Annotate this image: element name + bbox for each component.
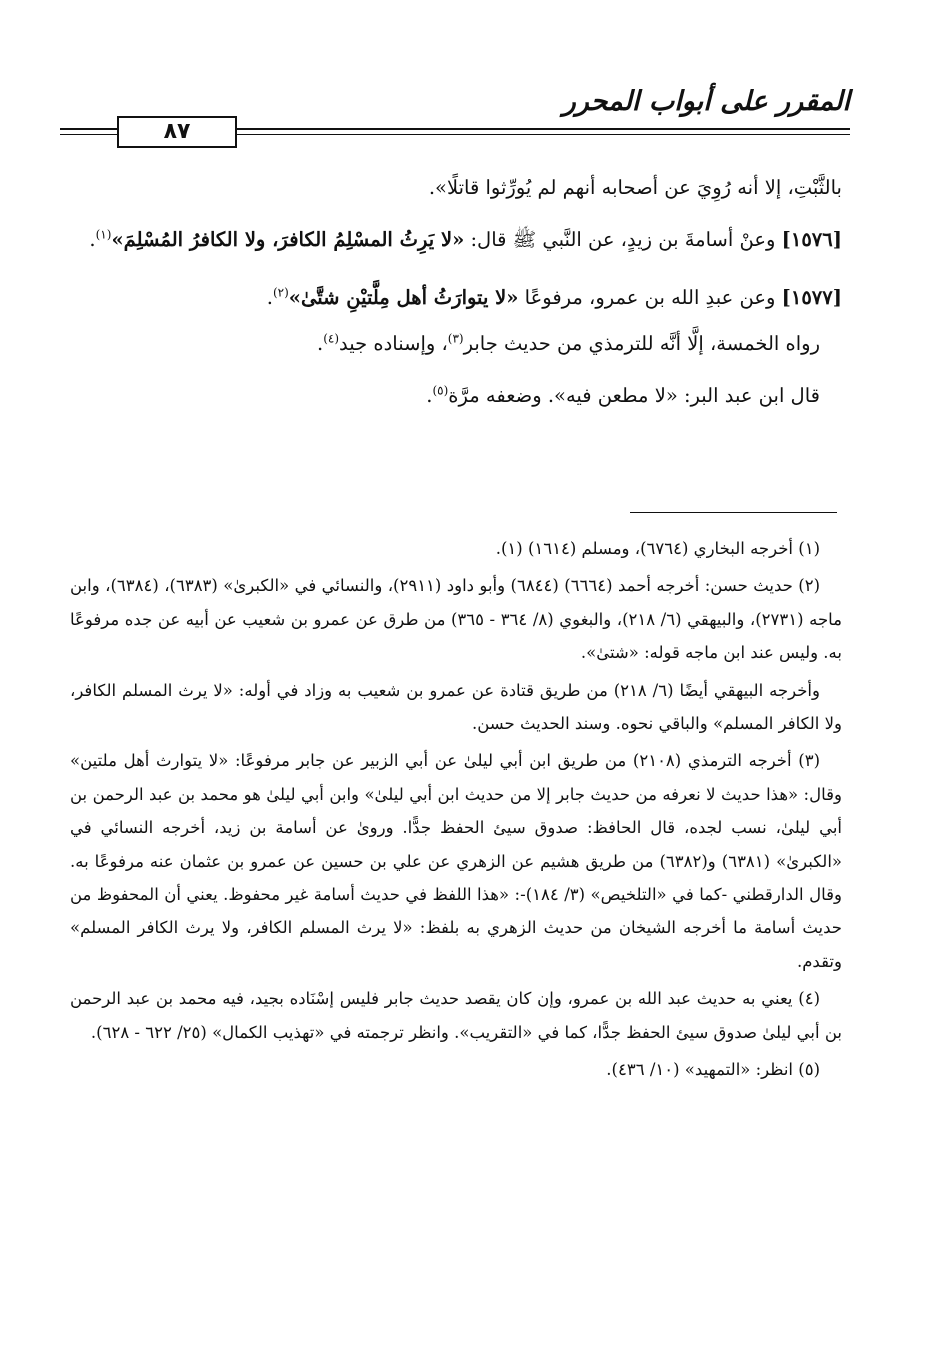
ibn-abd-albarr-paragraph: قال ابن عبد البر: «لا مطعن فيه». وضعفه مرَّة$^{(٥)}$. [426, 383, 820, 407]
continuation-paragraph: بالثَّبْتِ، إلا أنه رُوِيَ عن أصحابه أنهم لم يُورِّثوا قاتلًا». [428, 176, 842, 199]
page-header [60, 82, 850, 152]
hadith-1577: [١٥٧٧] وعن عبدِ الله بن عمرو، مرفوعًا «لا يتوارَثُ أهل مِلَّتيْنِ شتَّىٰ»$^{(٢)}$. [266, 285, 842, 309]
page-number: ٨٧ [117, 116, 237, 148]
footnote-2: (٢) حديث حسن: أخرجه أحمد (٦٦٦٤) (٦٨٤٤) وأبو داود (٢٩١١)، والنسائي في «الكبرىٰ» (٦٣٨٣)، (٦٣٨٤)، وابن ماجه (٢٧٣١)، والبيهقي (٦/ ٢١٨)، والبغوي (٨/ ٣٦٤ - ٣٦٥) من طرق عن عمرو بن شعيب عن أبيه عن جده مرفوعًا به. وليس عند ابن ماجه قوله: «شتىٰ». [70, 576, 843, 663]
hadith-text: «لا يتوارَثُ أهل مِلَّتيْنِ شتَّىٰ» [288, 286, 519, 309]
hadith-chain: وعن عبدِ الله بن عمرو، مرفوعًا [524, 286, 776, 309]
footnote-3: (٣) أخرجه الترمذي (٢١٠٨) من طريق ابن أبي ليلىٰ عن أبي الزبير عن جابر مرفوعًا: «لا يتوارث أهل ملتين» وقال: «هذا حديث لا نعرفه من حديث جابر إلا من حديث ابن أبي ليلىٰ» وابن أبي ليلىٰ هو محمد بن عبد الرحمن بن أبي ليلىٰ، نسب لجده، قال الحافظ: صدوق سيئ الحفظ جدًّا. وروىٰ عن أسامة بن زيد، أخرجه النسائي في «الكبرىٰ» (٦٣٨١) و(٦٣٨٢) من طريق هشيم عن الزهري عن علي بن حسين عن عمرو بن عثمان عنه مرفوعًا به. وقال الدارقطني -كما في «التلخيص» (٣/ ١٨٤)-: «هذا اللفظ في حديث أسامة غير محفوظ. يعني أن المحفوظ من حديث أسامة ما أخرجه الشيخان من حديث الزهري به بلفظ: «لا يرث المسلم الكافر، ولا يرث الكافر المسلم» وتقدم. [70, 751, 843, 971]
text-segment: قال ابن عبد البر: «لا مطعن فيه». وضعفه مرَّة [448, 384, 820, 407]
text-segment: ، وإسناده جيد [339, 332, 448, 355]
footnote-2-continued: وأخرجه البيهقي أيضًا (٦/ ٢١٨) من طريق قتادة عن عمرو بن شعيب به وزاد في أوله: «لا يرث المسلم الكافر، ولا الكافر المسلم» والباقي نحوه. وسند الحديث حسن. [70, 680, 842, 734]
hadith-number: [١٥٧٧] [781, 286, 842, 309]
running-title: المقرر على أبواب المحرر [562, 86, 850, 117]
footnote-ref[interactable]: (١) [95, 227, 112, 242]
takhrij-paragraph: رواه الخمسة، إلَّا أنَّه للترمذي من حديث جابر$^{(٣)}$، وإسناده جيد$^{(٤)}$. [316, 331, 820, 355]
hadith-text: «لا يَرِثُ المسْلِمُ الكافرَ، ولا الكافرُ المُسْلِمَ» [111, 228, 465, 251]
hadith-number: [١٥٧٦] [781, 228, 842, 251]
footnote-1: (١) أخرجه البخاري (٦٧٦٤)، ومسلم (١٦١٤) (١). [495, 539, 820, 558]
footnotes [70, 532, 842, 1091]
hadith-1576: [١٥٧٦] وعنْ أسامةَ بن زيدٍ، عن النَّبي ﷺ قال: «لا يَرِثُ المسْلِمُ الكافرَ، ولا الكافرُ المُسْلِمَ»$^{(١)}$. [89, 227, 842, 251]
footnote-4: (٤) يعني به حديث عبد الله بن عمرو، وإن كان يقصد حديث جابر فليس إسْنَاده بجيد، فيه محمد بن عبد الرحمن بن أبي ليلىٰ صدوق سيئ الحفظ جدًّا، كما في «التقريب». وانظر ترجمته في «تهذيب الكمال» (٢٥/ ٦٢٢ - ٦٢٨). [70, 989, 842, 1042]
hadith-chain: وعنْ أسامةَ بن زيدٍ، عن النَّبي ﷺ قال: [470, 228, 776, 251]
footnote-ref[interactable]: (٥) [432, 383, 449, 398]
footnote-separator [630, 512, 837, 513]
footnote-ref[interactable]: (٣) [447, 331, 464, 346]
footnote-5: (٥) انظر: «التمهيد» (١٠/ ٤٣٦). [606, 1060, 820, 1080]
footnote-ref[interactable]: (٢) [272, 285, 289, 300]
text-segment: رواه الخمسة، إلَّا أنَّه للترمذي من حديث جابر [463, 332, 820, 355]
main-text [70, 168, 842, 416]
footnote-ref[interactable]: (٤) [323, 331, 340, 346]
